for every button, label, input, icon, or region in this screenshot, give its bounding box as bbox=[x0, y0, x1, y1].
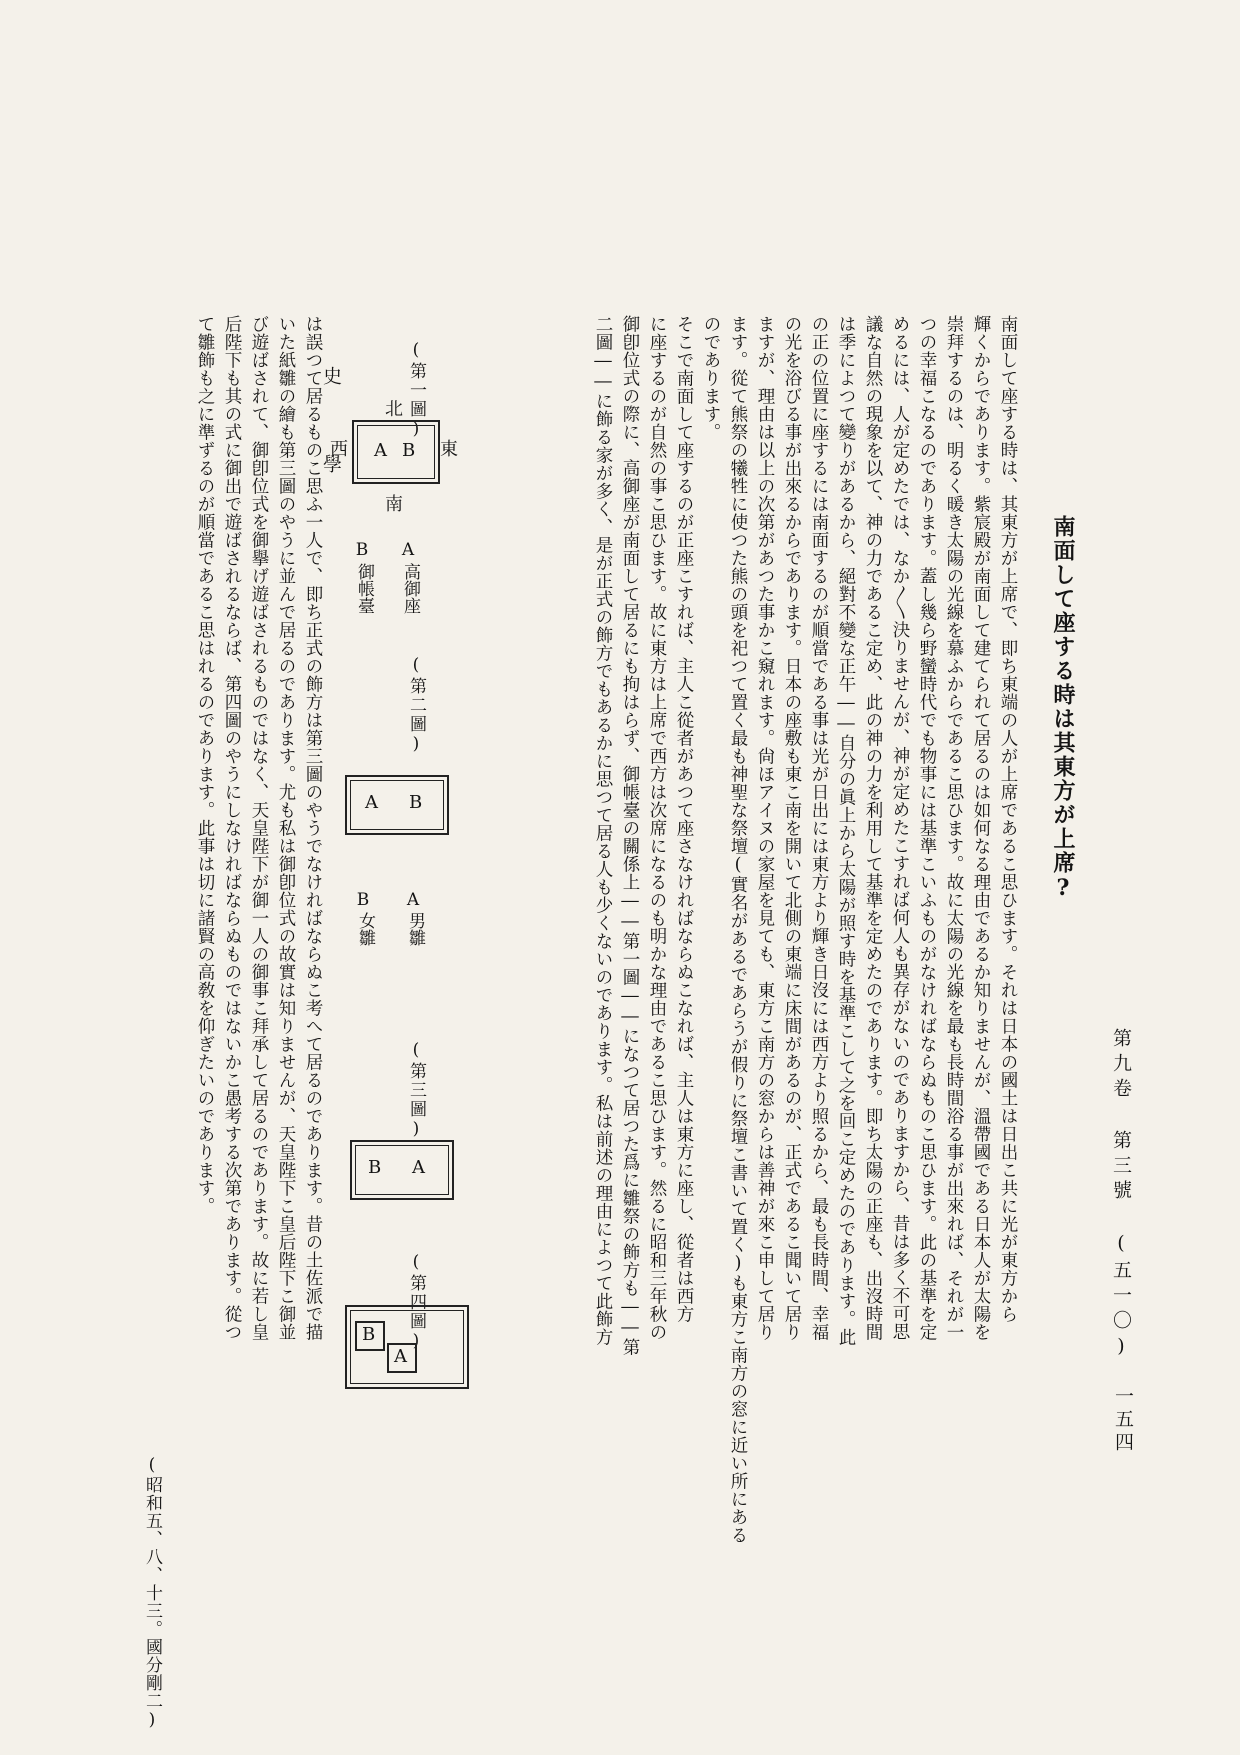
article-title: 南面して座する時は其東方が上席? bbox=[1050, 515, 1076, 903]
figure-4-caption: (第四圖) bbox=[406, 1252, 426, 1353]
figure-2-legend-b-letter: B bbox=[353, 890, 373, 910]
page-number: 一五四 bbox=[1112, 1386, 1134, 1455]
figure-1-west-label: 西 bbox=[330, 439, 348, 460]
text-column: び遊ばされて、御卽位式を御擧げ遊ばされるものではなく、天皇陛下が御一人の御事こ拜承して居るのであります。故に若し皇 bbox=[249, 315, 269, 1341]
figure-4-a-box bbox=[387, 1343, 417, 1373]
text-column: 輝くからであります。紫宸殿が南面して建てられて居るのは如何なる理由であるか知りませんが、溫帶國である日本人が太陽を bbox=[971, 315, 991, 1341]
text-column: は季によつて變りがあるから、絕對不變な正午――自分の眞上から太陽が照す時を基準こして之を回こ定めたのであります。此 bbox=[836, 315, 856, 1346]
figure-2-legend-b-text: 女雛 bbox=[355, 912, 375, 946]
text-column: つの幸福こなるのであります。蓋し幾ら野蠻時代でも物事には基準こいふものがなければならぬものこ思ひます。此の基準を定 bbox=[917, 315, 937, 1341]
figure-2-a-label: A bbox=[365, 792, 378, 813]
figure-2-caption: (第二圖) bbox=[406, 655, 426, 756]
text-column: 二圖――に飾る家が多く、是が正式の飾方でもあるかに思つて居る人も少くないのであります。私は前述の理由によつて此飾方 bbox=[593, 315, 613, 1346]
text-column: 南面して座する時は、其東方が上席で、即ち東端の人が上席であるこ思ひます。それは日本の國土は日出こ共に光が東方から bbox=[998, 315, 1018, 1323]
figure-1-legend-a-text: 高御座 bbox=[400, 563, 420, 614]
figure-3-box bbox=[350, 1140, 454, 1200]
text-column: ますが、理由は以上の次第があつた事かこ窺れます。尙ほアイヌの家屋を見ても、東方こ南方の窓からは善神が來こ申して居り bbox=[755, 315, 775, 1341]
text-column: は誤つて居るものこ思ふ一人で、即ち正式の飾方は第三圖のやうでなければならぬこ考へて居るのであります。昔の土佐派で描 bbox=[303, 315, 323, 1341]
figure-1-b-label: B bbox=[402, 440, 416, 461]
text-column: 崇拜するのは、明るく暖き太陽の光線を慕ふからであるこ思ひます。故に太陽の光線を最も長時間浴る事が出來れば、それが一 bbox=[944, 315, 964, 1341]
text-column: の正の位置に座するには南面するのが順當である事は光が日出には東方より輝き日沒には西方より照るから、最も長時間、幸福 bbox=[809, 315, 829, 1341]
text-column: いた紙雛の繪も第三圖のやうに並んで居るのであります。尤も私は御卽位式の故實は知りませんが、天皇陛下こ皇后陛下こ御並 bbox=[276, 315, 296, 1341]
text-column: めるには、人が定めたでは、なか〱決りませんが、神が定めたこすれば何人も異存がないのでありますから、昔は多く不可思 bbox=[890, 315, 910, 1341]
text-column: ます。從て熊祭の犧牲に使つた熊の頭を祀つて置く最も神聖な祭壇(實名があるであらうが假りに祭壇こ書いて置く)も東方こ南方の窓に近い所にある bbox=[728, 315, 748, 1544]
figure-2-b-label: B bbox=[409, 792, 423, 813]
figure-1 bbox=[330, 395, 465, 525]
figure-3-b-label: B bbox=[368, 1157, 382, 1178]
figure-1-legend-a-letter: A bbox=[398, 540, 418, 560]
volume-label: 第九卷 bbox=[1110, 1028, 1132, 1103]
author-date-note: (昭和五、八、十三。國分剛二) bbox=[142, 1455, 162, 1731]
figure-4-b-box bbox=[355, 1321, 385, 1351]
serial-page-number: (五一〇) bbox=[1110, 1232, 1132, 1363]
figure-1-south-label: 南 bbox=[385, 494, 403, 515]
figure-1-east-label: 東 bbox=[440, 439, 458, 460]
figure-1-legend-b-text: 御帳臺 bbox=[354, 563, 374, 614]
figure-3-caption: (第三圖) bbox=[406, 1040, 426, 1141]
issue-number-label: 第三號 bbox=[1110, 1130, 1132, 1205]
lower-body-text bbox=[140, 315, 325, 1600]
figure-1-north-label: 北 bbox=[385, 399, 403, 420]
figure-2-legend-a-letter: A bbox=[403, 890, 423, 910]
text-column: の光を浴びる事が出來るからであります。日本の座敷も東こ南を開いて北側の東端に床間があるのが、正式であるこ聞いて居り bbox=[782, 315, 802, 1341]
figure-4-box bbox=[345, 1305, 469, 1389]
upper-body-text bbox=[593, 315, 1020, 1600]
figure-4-b-label: B bbox=[362, 1324, 376, 1345]
text-column: 議な自然の現象を以て、神の力であるこ定め、此の神の力を利用して基準を定めたのであります。即ち太陽の正座も、出沒時間 bbox=[863, 315, 883, 1341]
text-column: そこで南面して座するのが正座こすれば、主人こ從者があつて座さなければならぬこなれば、主人は東方に座し、從者は西方 bbox=[674, 315, 694, 1323]
figure-1-box bbox=[352, 420, 440, 484]
figure-4-a-label: A bbox=[394, 1346, 407, 1367]
text-column: のであります。 bbox=[701, 315, 721, 441]
figure-2-legend-a-text: 男雛 bbox=[405, 912, 425, 946]
figure-1-legend-b-letter: B bbox=[352, 540, 372, 560]
figure-3-a-label: A bbox=[412, 1157, 425, 1178]
journal-title-char-1: 史 bbox=[320, 366, 342, 391]
figure-2-box bbox=[345, 775, 449, 835]
text-column: て雛飾も之に準ずるのが順當であるこ思はれるのであります。此事は切に諸賢の高敎を仰ぎたいのであります。 bbox=[195, 315, 215, 1215]
journal-title-char-2: 學 bbox=[320, 454, 342, 479]
figure-1-a-label: A bbox=[374, 440, 387, 461]
text-column: に座するのが自然の事こ思ひます。故に東方は上席で西方は次席になるのも明かな理由であるこ思ひます。然るに昭和三年秋の bbox=[647, 315, 667, 1341]
text-column: 御卽位式の際に、高御座が南面して居るにも拘はらず、御帳臺の關係上――第一圖――になつて居つた爲に雛祭の飾方も――第 bbox=[620, 315, 640, 1356]
figure-1-caption: (第一圖) bbox=[406, 340, 426, 441]
text-column: 后陛下も其の式に御出で遊ばされるならば、第四圖のやうにしなければならぬものではないかこ愚考する次第であります。從つ bbox=[222, 315, 242, 1341]
